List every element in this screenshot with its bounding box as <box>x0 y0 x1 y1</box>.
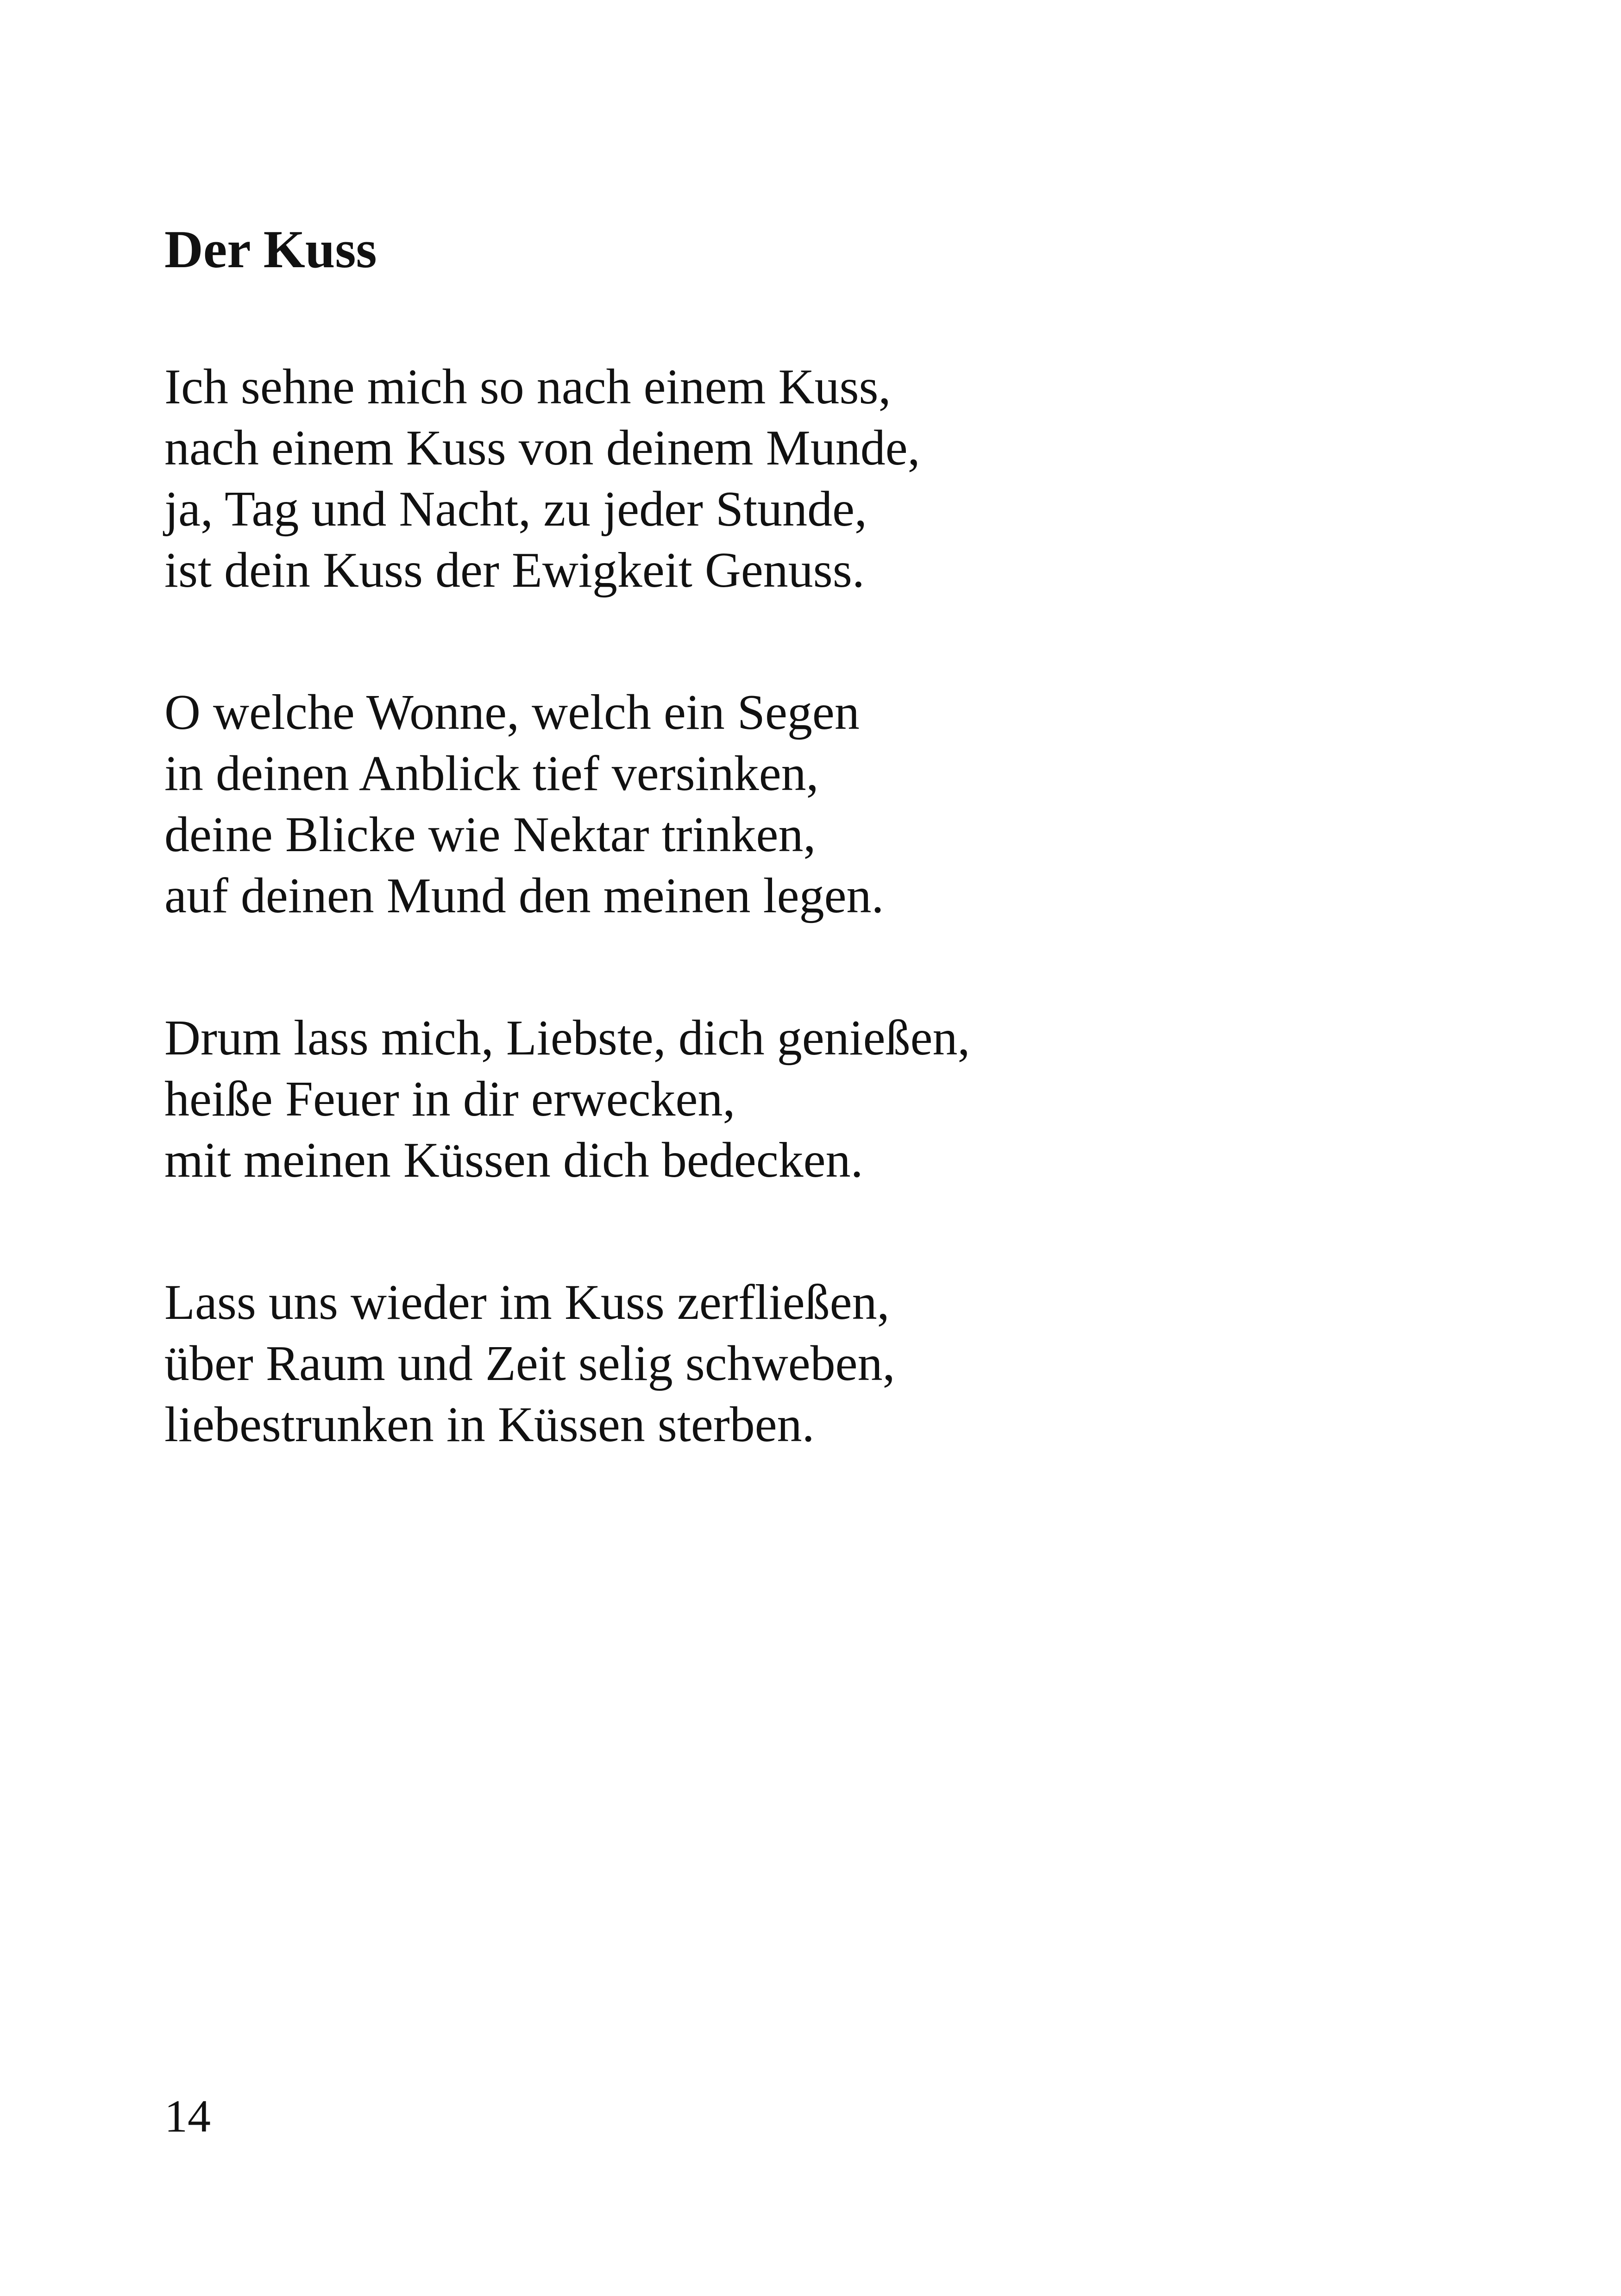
verse-line: deine Blicke wie Nektar trinken, <box>164 807 816 862</box>
verse-line: heiße Feuer in dir erwecken, <box>164 1072 735 1127</box>
stanza <box>164 357 1508 601</box>
verse-line: nach einem Kuss von deinem Munde, <box>164 420 920 476</box>
verse-line: ist dein Kuss der Ewigkeit Genuss. <box>164 543 865 598</box>
verse-line: Lass uns wieder im Kuss zerfließen, <box>164 1275 890 1330</box>
verse-line: mit meinen Küssen dich bedecken. <box>164 1133 863 1188</box>
stanza <box>164 682 1508 927</box>
stanza <box>164 1008 1508 1191</box>
stanza <box>164 1272 1508 1455</box>
verse-line: über Raum und Zeit selig schweben, <box>164 1336 895 1391</box>
verse-line: in deinen Anblick tief versinken, <box>164 746 819 801</box>
verse-line: Drum lass mich, Liebste, dich genießen, <box>164 1010 970 1066</box>
verse-line: liebestrunken in Küssen sterben. <box>164 1397 815 1452</box>
verse-line: O welche Wonne, welch ein Segen <box>164 685 860 740</box>
poem-body <box>164 357 1508 1537</box>
verse-line: auf deinen Mund den meinen legen. <box>164 868 884 923</box>
verse-line: ja, Tag und Nacht, zu jeder Stunde, <box>164 482 867 537</box>
poem-title: Der Kuss <box>164 220 377 279</box>
verse-line: Ich sehne mich so nach einem Kuss, <box>164 359 891 414</box>
page-number: 14 <box>164 2090 211 2142</box>
